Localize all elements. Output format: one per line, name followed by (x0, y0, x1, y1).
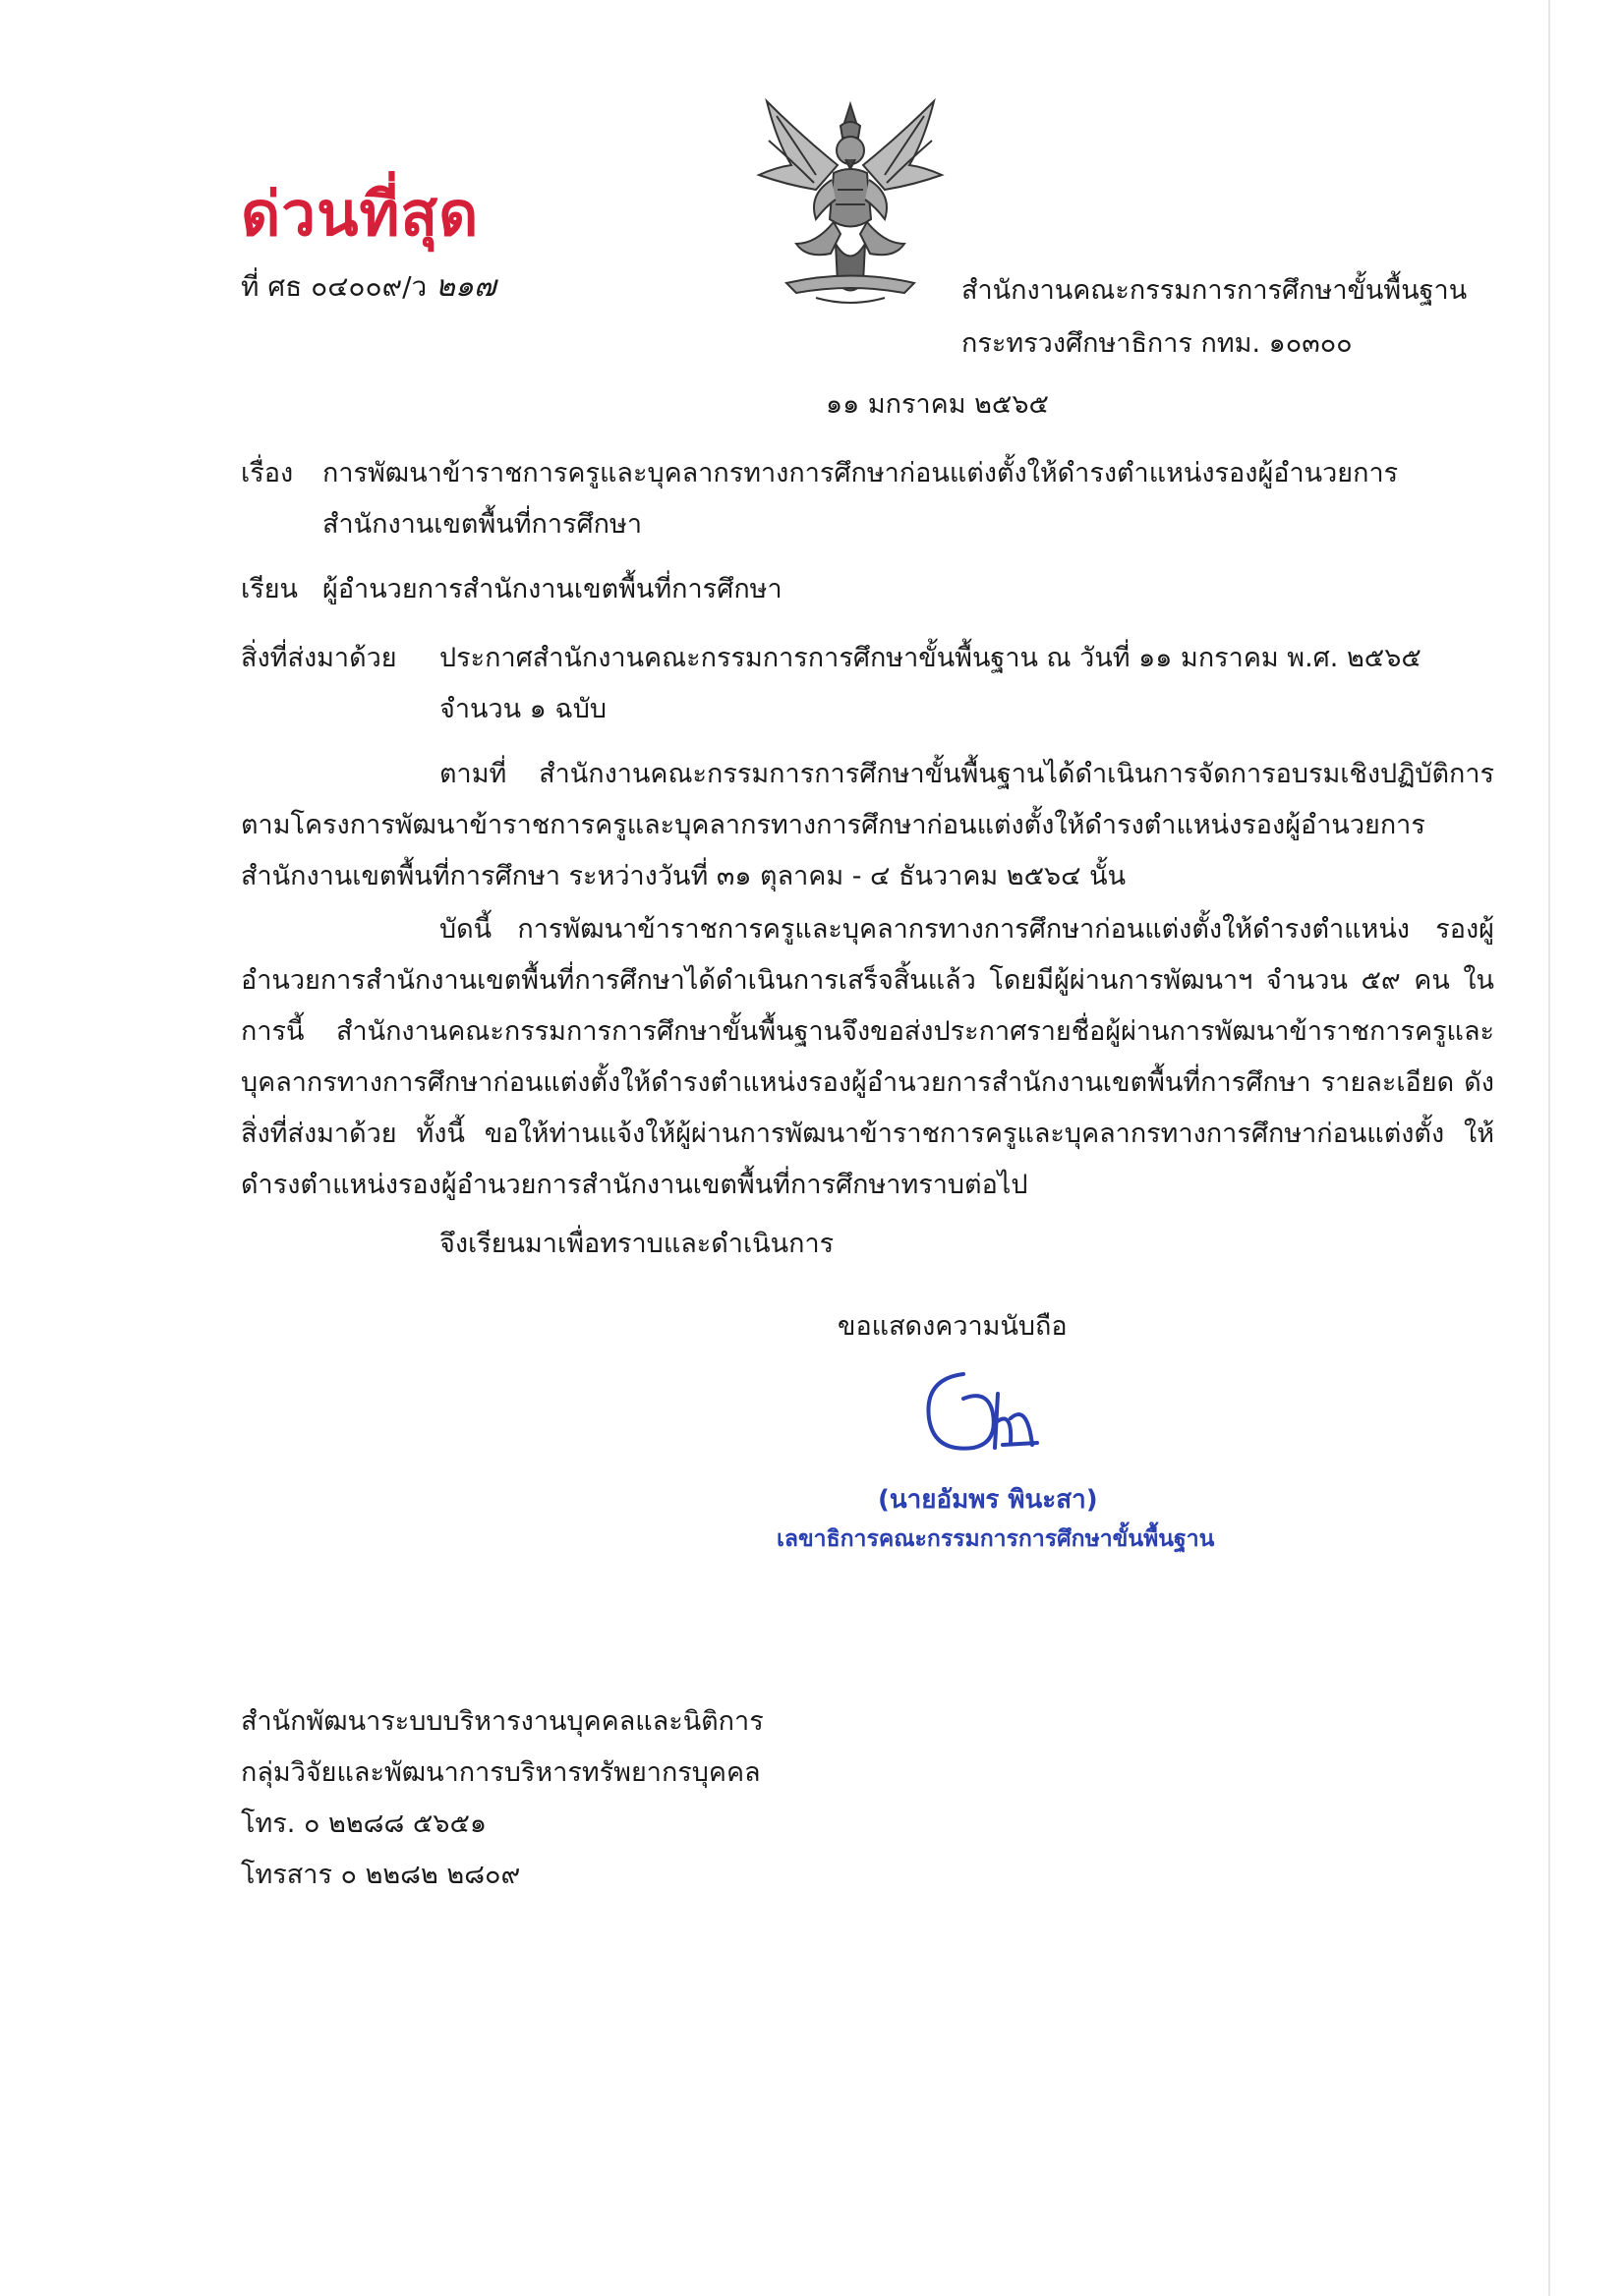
closing-phrase: ขอแสดงความนับถือ (838, 1311, 1068, 1342)
signer-title: เลขาธิการคณะกรรมการการศึกษาขั้นพื้นฐาน (777, 1526, 1215, 1552)
salutation-recipient: ผู้อำนวยการสำนักงานเขตพื้นที่การศึกษา (322, 574, 783, 604)
scan-edge-line (1548, 0, 1550, 2296)
garuda-emblem-icon (747, 96, 954, 315)
subject-line-1: การพัฒนาข้าราชการครูและบุคลากรทางการศึกษาก่อนแต่งตั้งให้ดำรงตำแหน่งรองผู้อำนวยการ (322, 458, 1399, 488)
footer-office-line-1: สำนักพัฒนาระบบบริหารงานบุคคลและนิติการ (241, 1706, 764, 1737)
reference-prefix: ที่ ศธ ๐๔๐๐๙/ว (241, 270, 428, 303)
subject-label: เรื่อง (241, 458, 294, 488)
agency-address: กระทรวงศึกษาธิการ กทม. ๑๐๓๐๐ (961, 328, 1353, 359)
footer-fax: โทรสาร ๐ ๒๒๘๒ ๒๘๐๙ (241, 1860, 521, 1890)
footer-phone: โทร. ๐ ๒๒๘๘ ๕๖๕๑ (241, 1808, 488, 1839)
body-paragraph-2: บัดนี้ การพัฒนาข้าราชการครูและบุคลากรทางการศึกษาก่อนแต่งตั้งให้ดำรงตำแหน่ง รองผู้อำนวยการสำนักงานเขตพื้นที่การศึกษาได้ดำเนินการเสร็จสิ้นแล้ว โดยมีผู้ผ่านการพัฒนาฯ จำนวน ๕๙ คน ในการนี้ สำนักงานคณะกรรมการการศึกษาขั้นพื้นฐานจึงขอส่งประกาศรายชื่อผู้ผ่านการพัฒนาข้าราชการครูและ บุคลากรทางการศึกษาก่อนแต่งตั้งให้ดำรงตำแหน่งรองผู้อำนวยการสำนักงานเขตพื้นที่การศึกษา รายละเอียด ดังสิ่งที่ส่งมาด้วย ทั้งนี้ ขอให้ท่านแจ้งให้ผู้ผ่านการพัฒนาข้าราชการครูและบุคลากรทางการศึกษาก่อนแต่งตั้ง ให้ดำรงตำแหน่งรองผู้อำนวยการสำนักงานเขตพื้นที่การศึกษาทราบต่อไป (241, 914, 1494, 1200)
body-paragraph-3: จึงเรียนมาเพื่อทราบและดำเนินการ (439, 1229, 835, 1259)
signer-name: (นายอัมพร พินะสา) (878, 1485, 1098, 1515)
agency-name: สำนักงานคณะกรรมการการศึกษาขั้นพื้นฐาน (961, 275, 1468, 306)
body-paragraph-1: ตามที่ สำนักงานคณะกรรมการการศึกษาขั้นพื้นฐานได้ดำเนินการจัดการอบรมเชิงปฏิบัติการ ตามโครงการพัฒนาข้าราชการครูและบุคลากรทางการศึกษาก่อนแต่งตั้งให้ดำรงตำแหน่งรองผู้อำนวยการ สำนักงานเขตพื้นที่การศึกษา ระหว่างวันที่ ๓๑ ตุลาคม - ๔ ธันวาคม ๒๕๖๔ นั้น (241, 759, 1494, 891)
reference-handwritten-number: ๒๑๗ (435, 269, 496, 304)
enclosure-label: สิ่งที่ส่งมาด้วย (241, 643, 397, 673)
handwritten-signature-icon (904, 1354, 1052, 1463)
enclosure-line-1: ประกาศสำนักงานคณะกรรมการการศึกษาขั้นพื้นฐาน ณ วันที่ ๑๑ มกราคม พ.ศ. ๒๕๖๕ (439, 643, 1421, 673)
reference-number (241, 267, 496, 307)
enclosure-line-2: จำนวน ๑ ฉบับ (439, 694, 608, 724)
urgency-stamp: ด่วนที่สุด (241, 178, 480, 250)
subject-line-2: สำนักงานเขตพื้นที่การศึกษา (322, 509, 642, 540)
salutation-label: เรียน (241, 574, 299, 604)
document-date: ๑๑ มกราคม ๒๕๖๕ (826, 389, 1049, 420)
footer-office-line-2: กลุ่มวิจัยและพัฒนาการบริหารทรัพยากรบุคคล (241, 1757, 761, 1788)
